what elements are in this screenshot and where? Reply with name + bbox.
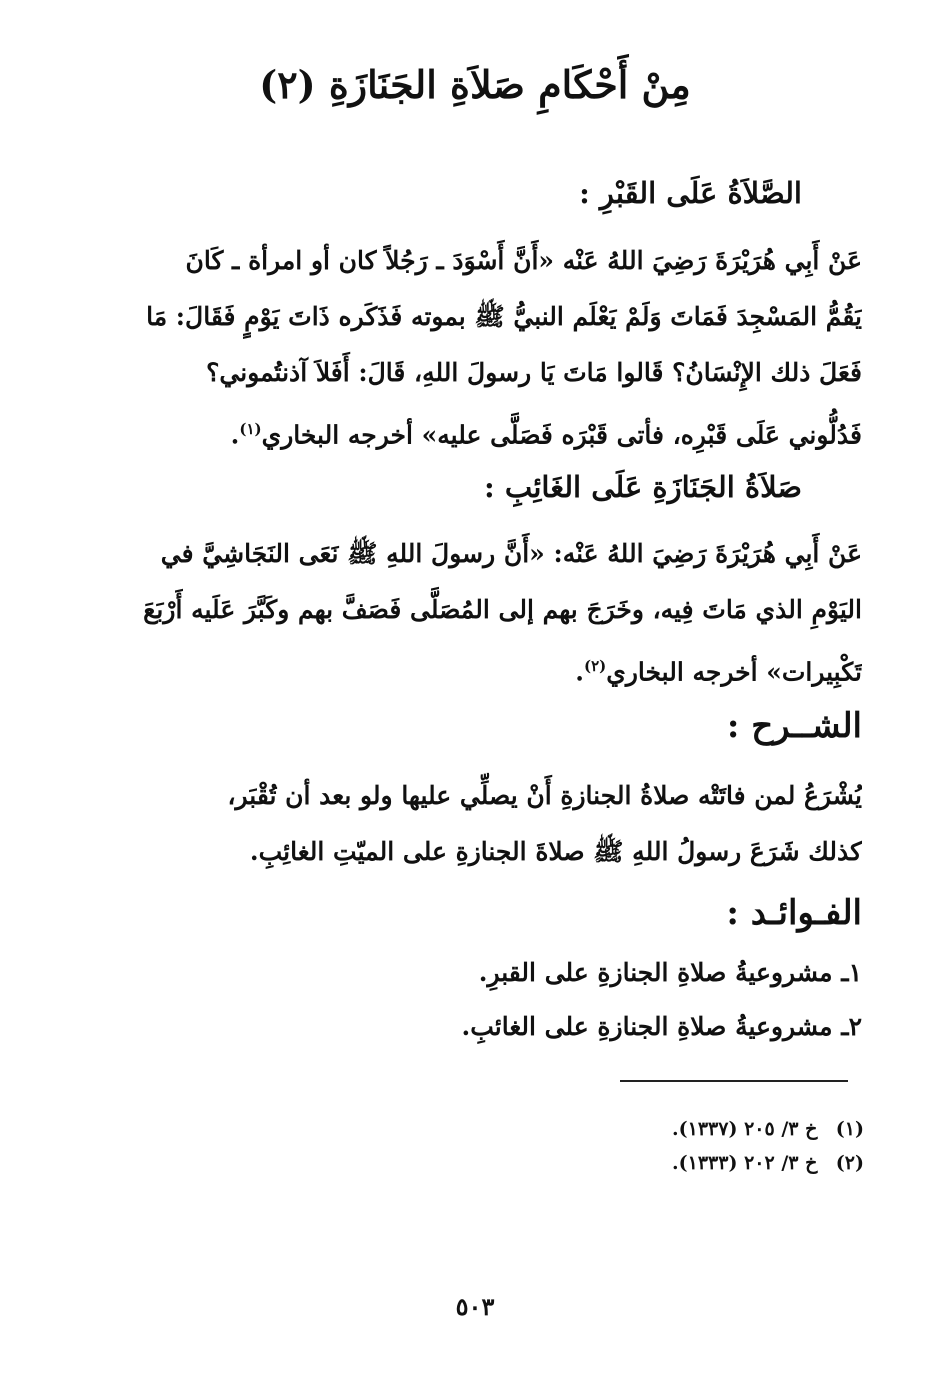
page-title: مِنْ أَحْكَامِ صَلاَةِ الجَنَازَةِ (٢) (259, 62, 691, 107)
line-end-period: . (230, 420, 240, 450)
footnote (672, 1146, 864, 1180)
section-heading-prayer-on-grave: الصَّلاَةُ عَلَى القَبْرِ : (579, 176, 802, 210)
hadith-line: اليَوْمِ الذي مَاتَ فِيه، وخَرَجَ بهم إلى المُصَلَّى فَصَفَّ بهم وكَبَّرَ عَلَيه أَرْبَعَ (143, 595, 862, 624)
line-end-period: . (575, 657, 584, 687)
section-heading-prayer-for-absent: صَلاَةُ الجَنَازَةِ عَلَى الغَائِبِ : (484, 470, 802, 504)
hadith-line-last (90, 638, 862, 700)
hadith-line: عَنْ أَبِي هُرَيْرَةَ رَضِيَ اللهُ عَنْه «أَنَّ أَسْوَدَ ـ رَجُلاً كان أو امرأة ـ كَانَ (185, 246, 862, 275)
benefit-item: ٢ـ مشروعيةُ صلاةِ الجنازةِ على الغائبِ. (461, 1012, 862, 1041)
hadith-prayer-on-grave (90, 233, 862, 463)
footnotes (672, 1112, 864, 1180)
explanation-paragraph (90, 768, 862, 880)
hadith-prayer-for-absent (90, 526, 862, 700)
hadith-line: فَعَلَ ذلك الإِنْسَانُ؟ قَالوا مَاتَ يَا رسولَ اللهِ، قَالَ: أَفَلاَ آذنتُموني؟ (206, 358, 862, 387)
footnote-number: (٢) (835, 1152, 864, 1174)
hadith-line-last (90, 401, 862, 463)
footnote-text: خ ٣/ ٢٠٢ (١٣٣٣). (672, 1152, 818, 1174)
footnote-marker: (١) (239, 420, 262, 438)
footnote-divider (620, 1080, 848, 1082)
footnote-text: خ ٣/ ٢٠٥ (١٣٣٧). (672, 1118, 818, 1140)
footnote-number: (١) (835, 1118, 864, 1140)
explanation-line: يُشْرَعُ لمن فاتَتْه صلاةُ الجنازةِ أَنْ يصلِّي عليها ولو بعد أن تُقْبَر، (227, 781, 862, 810)
page-number: ٥٠٣ (455, 1292, 495, 1321)
explanation-heading: الشــرح : (726, 706, 862, 746)
benefit-item: ١ـ مشروعيةُ صلاةِ الجنازةِ على القبرِ. (478, 958, 862, 987)
hadith-line: يَقُمُّ المَسْجِدَ فَمَاتَ وَلَمْ يَعْلَم النبيُّ ﷺ بموته فَذَكَره ذَاتَ يَوْمٍ فَقَالَ: مَا (146, 302, 862, 331)
hadith-line-text: تَكْبِيرات» أخرجه البخاري (606, 657, 862, 687)
hadith-line: عَنْ أَبِي هُرَيْرَةَ رَضِيَ اللهُ عَنْه: «أَنَّ رسولَ اللهِ ﷺ نَعَى النَجَاشِيَّ في (160, 539, 862, 568)
footnote-marker: (٢) (584, 657, 607, 675)
hadith-line-text: فَدُلُّوني عَلَى قَبْرِه، فأتى قَبْرَه فَصَلَّى عليه» أخرجه البخاري (261, 420, 862, 450)
benefits-heading: الفـوائـد : (726, 893, 862, 933)
footnote (672, 1112, 864, 1146)
explanation-line: كذلك شَرَعَ رسولُ اللهِ ﷺ صلاةَ الجنازةِ على الميّتِ الغائِبِ. (249, 837, 862, 866)
